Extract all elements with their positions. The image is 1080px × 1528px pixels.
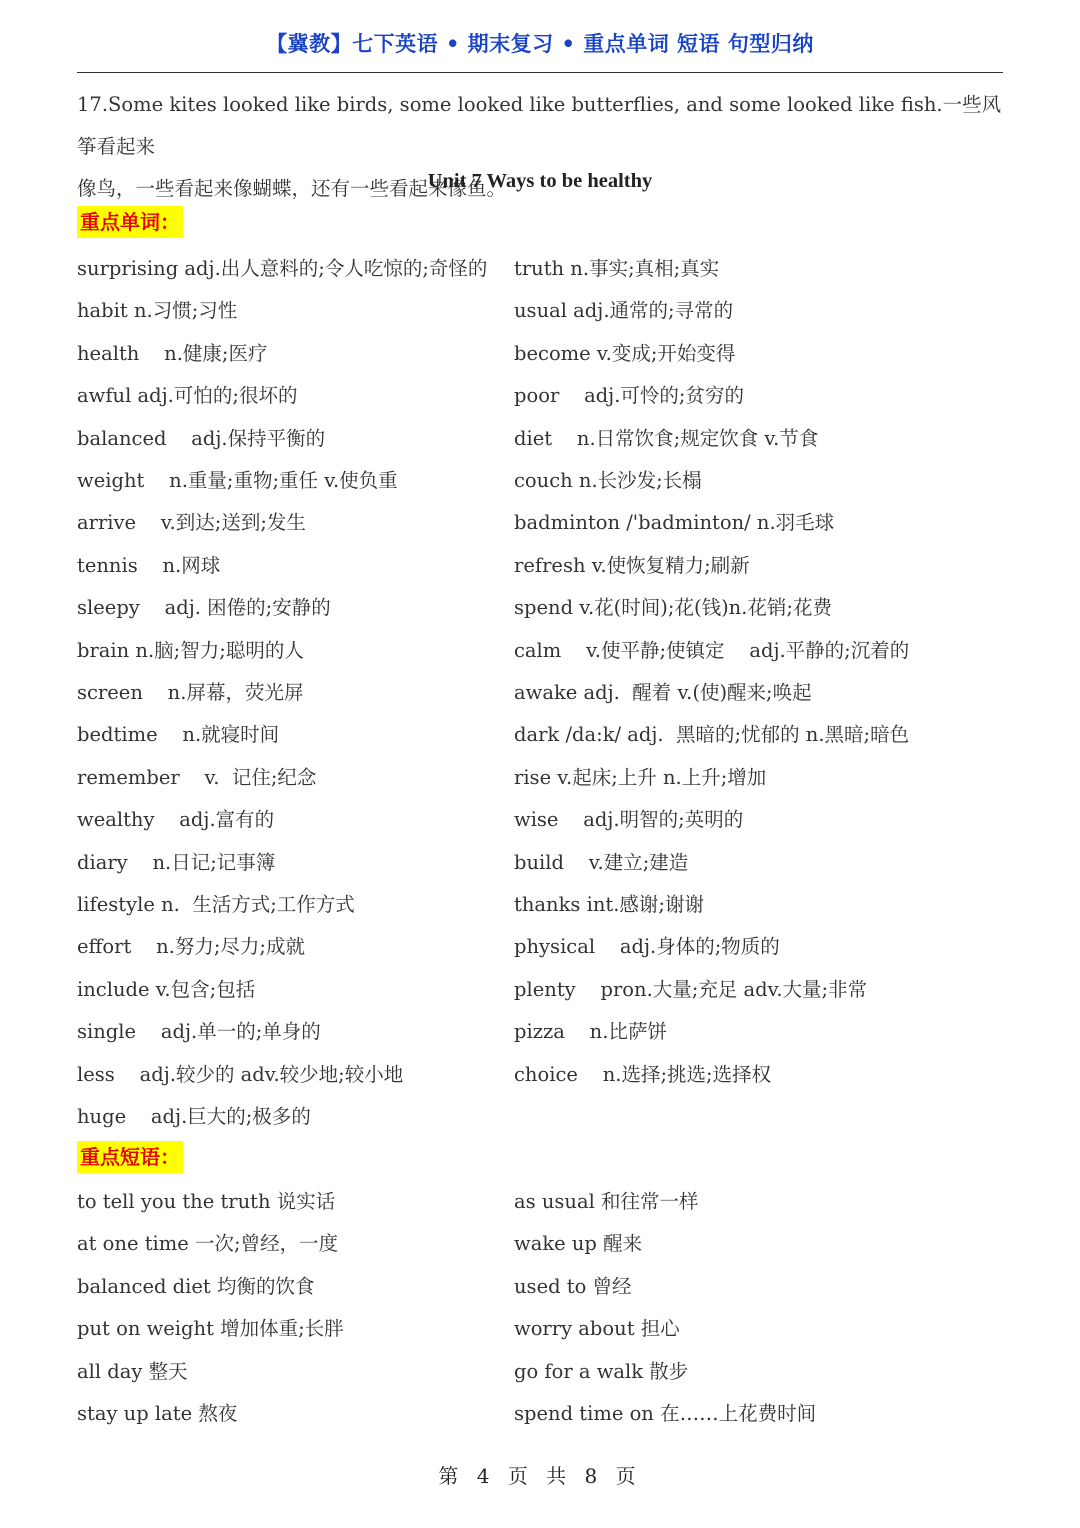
word-entry-left: diary n.日记;记事簿 (77, 850, 276, 874)
word-entry-right: pizza n.比萨饼 (514, 1020, 667, 1044)
word-row (0, 636, 1080, 666)
word-entry-right: diet n.日常饮食;规定饮食 v.节食 (514, 426, 819, 450)
phrase-entry-left: stay up late 熬夜 (77, 1402, 238, 1425)
word-entry-left: weight n.重量;重物;重任 v.使负重 (77, 469, 398, 492)
word-entry-right: choice n.选择;挑选;选择权 (514, 1062, 772, 1086)
word-entry-right: badminton /'badminton/ n.羽毛球 (514, 511, 835, 535)
word-entry-left: surprising adj.出人意料的;令人吃惊的;奇怪的 (77, 257, 488, 280)
sentence-17-line-1: 17.Some kites looked like birds, some looked like butterflies, and some looked like fish.一些风筝看起来 (77, 93, 1002, 158)
word-entry-left: brain n.脑;智力;聪明的人 (77, 638, 304, 662)
phrase-entry-right: wake up 醒来 (514, 1232, 643, 1256)
word-entry-left: wealthy adj.富有的 (77, 808, 275, 832)
word-entry-left: lifestyle n. 生活方式;工作方式 (77, 893, 355, 916)
word-entry-left: arrive v.到达;送到;发生 (77, 511, 306, 535)
word-row (0, 508, 1080, 538)
key-words-label: 重点单词： (77, 206, 183, 238)
word-entry-left: less adj.较少的 adv.较少地;较小地 (77, 1062, 404, 1086)
word-entry-left: tennis n.网球 (77, 553, 221, 577)
word-row (0, 593, 1080, 623)
word-row (0, 466, 1080, 496)
phrase-entry-right: worry about 担心 (514, 1317, 680, 1341)
page-footer: 第 4 页 共 8 页 (438, 1464, 642, 1488)
word-row (0, 1017, 1080, 1047)
word-entry-left: bedtime n.就寝时间 (77, 723, 280, 747)
word-entry-right: rise v.起床;上升 n.上升;增加 (514, 765, 767, 789)
word-entry-right: truth n.事实;真相;真实 (514, 257, 720, 280)
sentence-17-line-2: 像鸟，一些看起来像蝴蝶，还有一些看起来像鱼。 (77, 177, 507, 200)
word-entry-left: effort n.努力;尽力;成就 (77, 935, 305, 959)
phrase-entry-left: put on weight 增加体重;长胖 (77, 1317, 344, 1341)
phrase-entry-right: spend time on 在……上花费时间 (514, 1402, 817, 1425)
phrase-entry-left: to tell you the truth 说实话 (77, 1190, 336, 1213)
word-entry-left: awful adj.可怕的;很坏的 (77, 384, 298, 408)
word-row (0, 975, 1080, 1005)
word-entry-right: poor adj.可怜的;贫穷的 (514, 384, 745, 408)
word-entry-right: thanks int.感谢;谢谢 (514, 893, 705, 916)
word-row (0, 890, 1080, 920)
word-row (0, 720, 1080, 750)
word-entry-left: habit n.习惯;习性 (77, 299, 238, 323)
word-entry-right: refresh v.使恢复精力;刷新 (514, 553, 750, 577)
word-row (0, 381, 1080, 411)
word-row (0, 678, 1080, 708)
word-entry-right: dark /da:k/ adj. 黑暗的;忧郁的 n.黑暗;暗色 (514, 723, 910, 747)
word-entry-left: health n.健康;医疗 (77, 341, 268, 365)
phrase-row (0, 1187, 1080, 1217)
phrase-entry-right: used to 曾经 (514, 1274, 632, 1298)
unit-title: Unit 7 Ways to be healthy (427, 170, 653, 192)
word-entry-left: balanced adj.保持平衡的 (77, 426, 326, 450)
phrase-row (0, 1357, 1080, 1387)
word-row (0, 254, 1080, 284)
word-entry-left: huge adj.巨大的;极多的 (77, 1105, 311, 1128)
phrase-entry-left: balanced diet 均衡的饮食 (77, 1274, 315, 1298)
word-entry-right: calm v.使平静;使镇定 adj.平静的;沉着的 (514, 638, 910, 662)
word-entry-right: build v.建立;建造 (514, 850, 689, 874)
word-row (0, 1102, 1080, 1132)
word-entry-left: include v.包含;包括 (77, 977, 256, 1001)
word-row (0, 339, 1080, 369)
word-entry-right: spend v.花(时间);花(钱)n.花销;花费 (514, 596, 832, 620)
word-row (0, 424, 1080, 454)
word-entry-left: single adj.单一的;单身的 (77, 1020, 321, 1044)
word-entry-left: remember v. 记住;纪念 (77, 765, 317, 789)
word-entry-right: awake adj. 醒着 v.(使)醒来;唤起 (514, 681, 812, 704)
phrase-row (0, 1229, 1080, 1259)
phrase-entry-left: all day 整天 (77, 1359, 188, 1383)
word-entry-left: sleepy adj. 困倦的;安静的 (77, 596, 331, 620)
word-entry-right: couch n.长沙发;长榻 (514, 469, 702, 492)
phrase-row (0, 1314, 1080, 1344)
document-header: 【冀教】七下英语 • 期末复习 • 重点单词 短语 句型归纳 (266, 31, 814, 56)
word-row (0, 763, 1080, 793)
word-row (0, 932, 1080, 962)
word-entry-right: plenty pron.大量;充足 adv.大量;非常 (514, 977, 868, 1001)
key-phrases-label: 重点短语： (77, 1141, 183, 1173)
header-rule (77, 72, 1003, 73)
word-entry-right: physical adj.身体的;物质的 (514, 935, 780, 959)
word-entry-right: wise adj.明智的;英明的 (514, 808, 744, 832)
word-entry-right: become v.变成;开始变得 (514, 341, 736, 365)
word-row (0, 551, 1080, 581)
word-row (0, 805, 1080, 835)
word-entry-right: usual adj.通常的;寻常的 (514, 299, 734, 323)
word-entry-left: screen n.屏幕，荧光屏 (77, 681, 304, 704)
phrase-row (0, 1272, 1080, 1302)
phrase-entry-right: go for a walk 散步 (514, 1359, 689, 1383)
phrase-row (0, 1399, 1080, 1429)
phrase-entry-left: at one time 一次;曾经，一度 (77, 1232, 339, 1256)
word-row (0, 848, 1080, 878)
phrase-entry-right: as usual 和往常一样 (514, 1190, 699, 1213)
word-row (0, 296, 1080, 326)
word-row (0, 1060, 1080, 1090)
